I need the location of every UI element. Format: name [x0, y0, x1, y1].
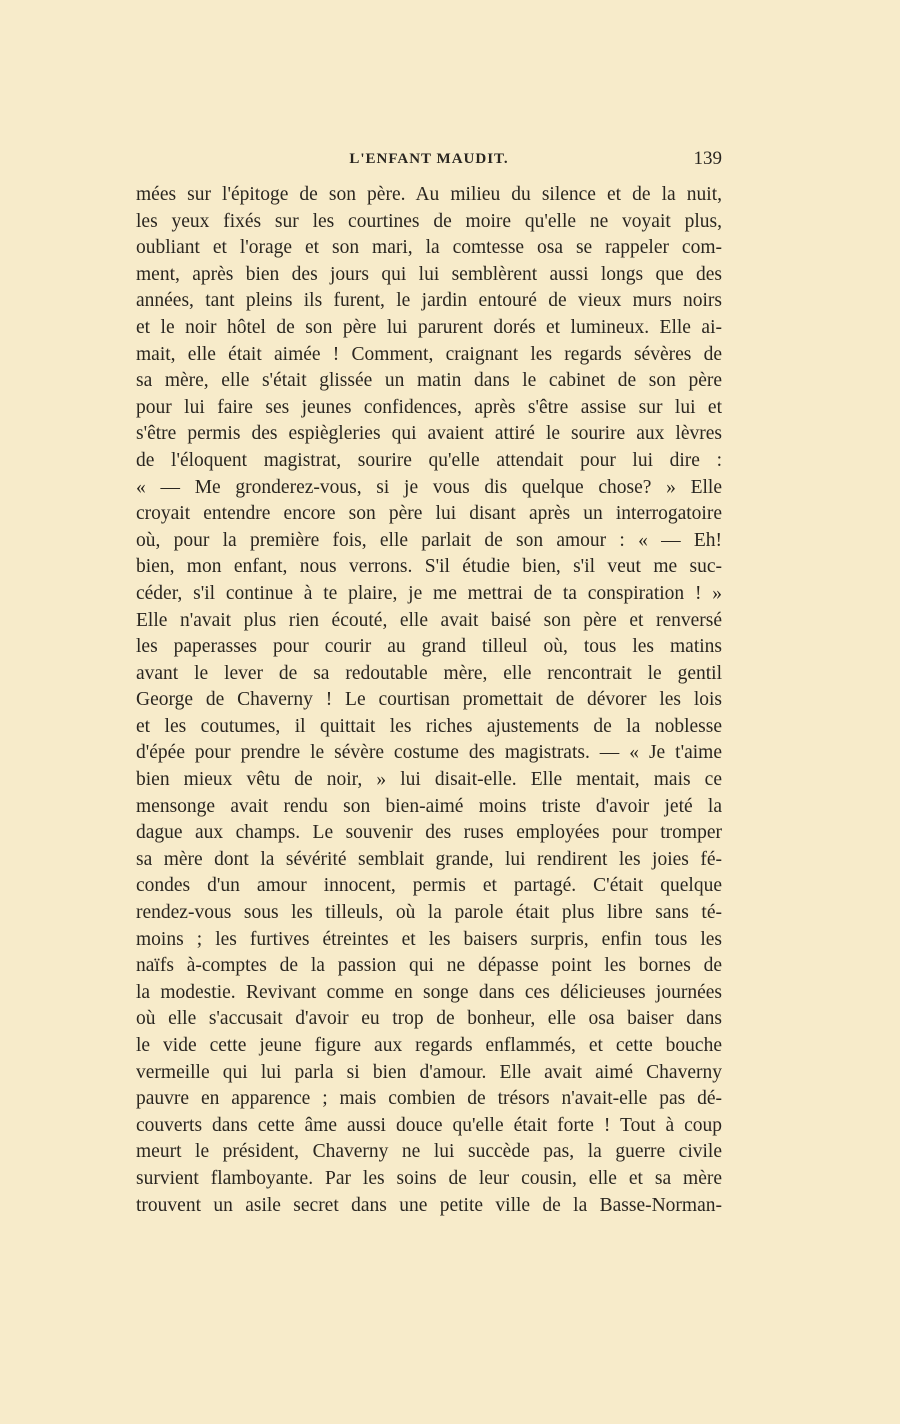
- text-line: Elle n'avait plus rien écouté, elle avait baisé son père et renversé: [136, 609, 722, 631]
- text-line: mensonge avait rendu son bien-aimé moins triste d'avoir jeté la: [136, 795, 722, 817]
- text-line: années, tant pleins ils furent, le jardin entouré de vieux murs noirs: [136, 290, 722, 312]
- text-line: les paperasses pour courir au grand tilleul où, tous les matins: [136, 636, 722, 658]
- text-line: pauvre en apparence ; mais combien de trésors n'avait-elle pas dé-: [136, 1088, 722, 1110]
- text-line: mées sur l'épitoge de son père. Au milieu du silence et de la nuit,: [136, 184, 722, 205]
- text-line: de l'éloquent magistrat, sourire qu'elle attendait pour lui dire :: [136, 449, 722, 471]
- text-line: ment, après bien des jours qui lui semblèrent aussi longs que des: [136, 263, 722, 285]
- text-line: condes d'un amour innocent, permis et partagé. C'était quelque: [136, 875, 722, 897]
- text-line: rendez-vous sous les tilleuls, où la parole était plus libre sans té-: [136, 902, 722, 924]
- text-line: s'être permis des espiègleries qui avaient attiré le sourire aux lèvres: [136, 423, 722, 445]
- text-line: sa mère, elle s'était glissée un matin dans le cabinet de son père: [136, 370, 722, 392]
- text-line: avant le lever de sa redoutable mère, elle rencontrait le gentil: [136, 662, 722, 684]
- text-line: George de Chaverny ! Le courtisan promettait de dévorer les lois: [136, 689, 722, 711]
- text-line: bien, mon enfant, nous verrons. S'il étudie bien, s'il veut me suc-: [136, 556, 722, 578]
- text-line: où elle s'accusait d'avoir eu trop de bonheur, elle osa baiser dans: [136, 1008, 722, 1030]
- text-line: et le noir hôtel de son père lui parurent dorés et lumineux. Elle ai-: [136, 316, 722, 338]
- text-line: les yeux fixés sur les courtines de moire qu'elle ne voyait plus,: [136, 210, 722, 232]
- text-line: sa mère dont la sévérité semblait grande, lui rendirent les joies fé-: [136, 848, 722, 870]
- text-line: trouvent un asile secret dans une petite ville de la Basse-Norman-: [136, 1194, 722, 1216]
- text-line: dague aux champs. Le souvenir des ruses employées pour tromper: [136, 822, 722, 844]
- text-line: naïfs à-comptes de la passion qui ne dépasse point les bornes de: [136, 955, 722, 977]
- text-line: et les coutumes, il quittait les riches ajustements de la noblesse: [136, 715, 722, 737]
- text-line: oubliant et l'orage et son mari, la comtesse osa se rappeler com-: [136, 237, 722, 259]
- text-line: où, pour la première fois, elle parlait de son amour : « — Eh!: [136, 529, 722, 551]
- text-line: la modestie. Revivant comme en songe dans ces délicieuses journées: [136, 981, 722, 1003]
- text-line: céder, s'il continue à te plaire, je me mettrai de ta conspiration ! »: [136, 582, 722, 604]
- text-line: mait, elle était aimée ! Comment, craignant les regards sévères de: [136, 343, 722, 365]
- page-number: 139: [693, 148, 722, 169]
- body-text: [136, 182, 722, 1219]
- text-line: survient flamboyante. Par les soins de leur cousin, elle et sa mère: [136, 1167, 722, 1189]
- text-line: meurt le président, Chaverny ne lui succède pas, la guerre civile: [136, 1141, 722, 1163]
- text-line: d'épée pour prendre le sévère costume des magistrats. — « Je t'aime: [136, 742, 722, 764]
- text-line: « — Me gronderez-vous, si je vous dis quelque chose? » Elle: [136, 476, 722, 498]
- text-line: vermeille qui lui parla si bien d'amour. Elle avait aimé Chaverny: [136, 1061, 722, 1083]
- running-header: [136, 146, 722, 172]
- text-line: pour lui faire ses jeunes confidences, après s'être assise sur lui et: [136, 396, 722, 418]
- running-title: L'ENFANT MAUDIT.: [349, 151, 509, 167]
- text-line: couverts dans cette âme aussi douce qu'elle était forte ! Tout à coup: [136, 1114, 722, 1136]
- text-line: moins ; les furtives étreintes et les baisers surpris, enfin tous les: [136, 928, 722, 950]
- text-line: le vide cette jeune figure aux regards enflammés, et cette bouche: [136, 1035, 722, 1056]
- text-line: bien mieux vêtu de noir, » lui disait-elle. Elle mentait, mais ce: [136, 769, 722, 791]
- text-line: croyait entendre encore son père lui disant après un interrogatoire: [136, 503, 722, 525]
